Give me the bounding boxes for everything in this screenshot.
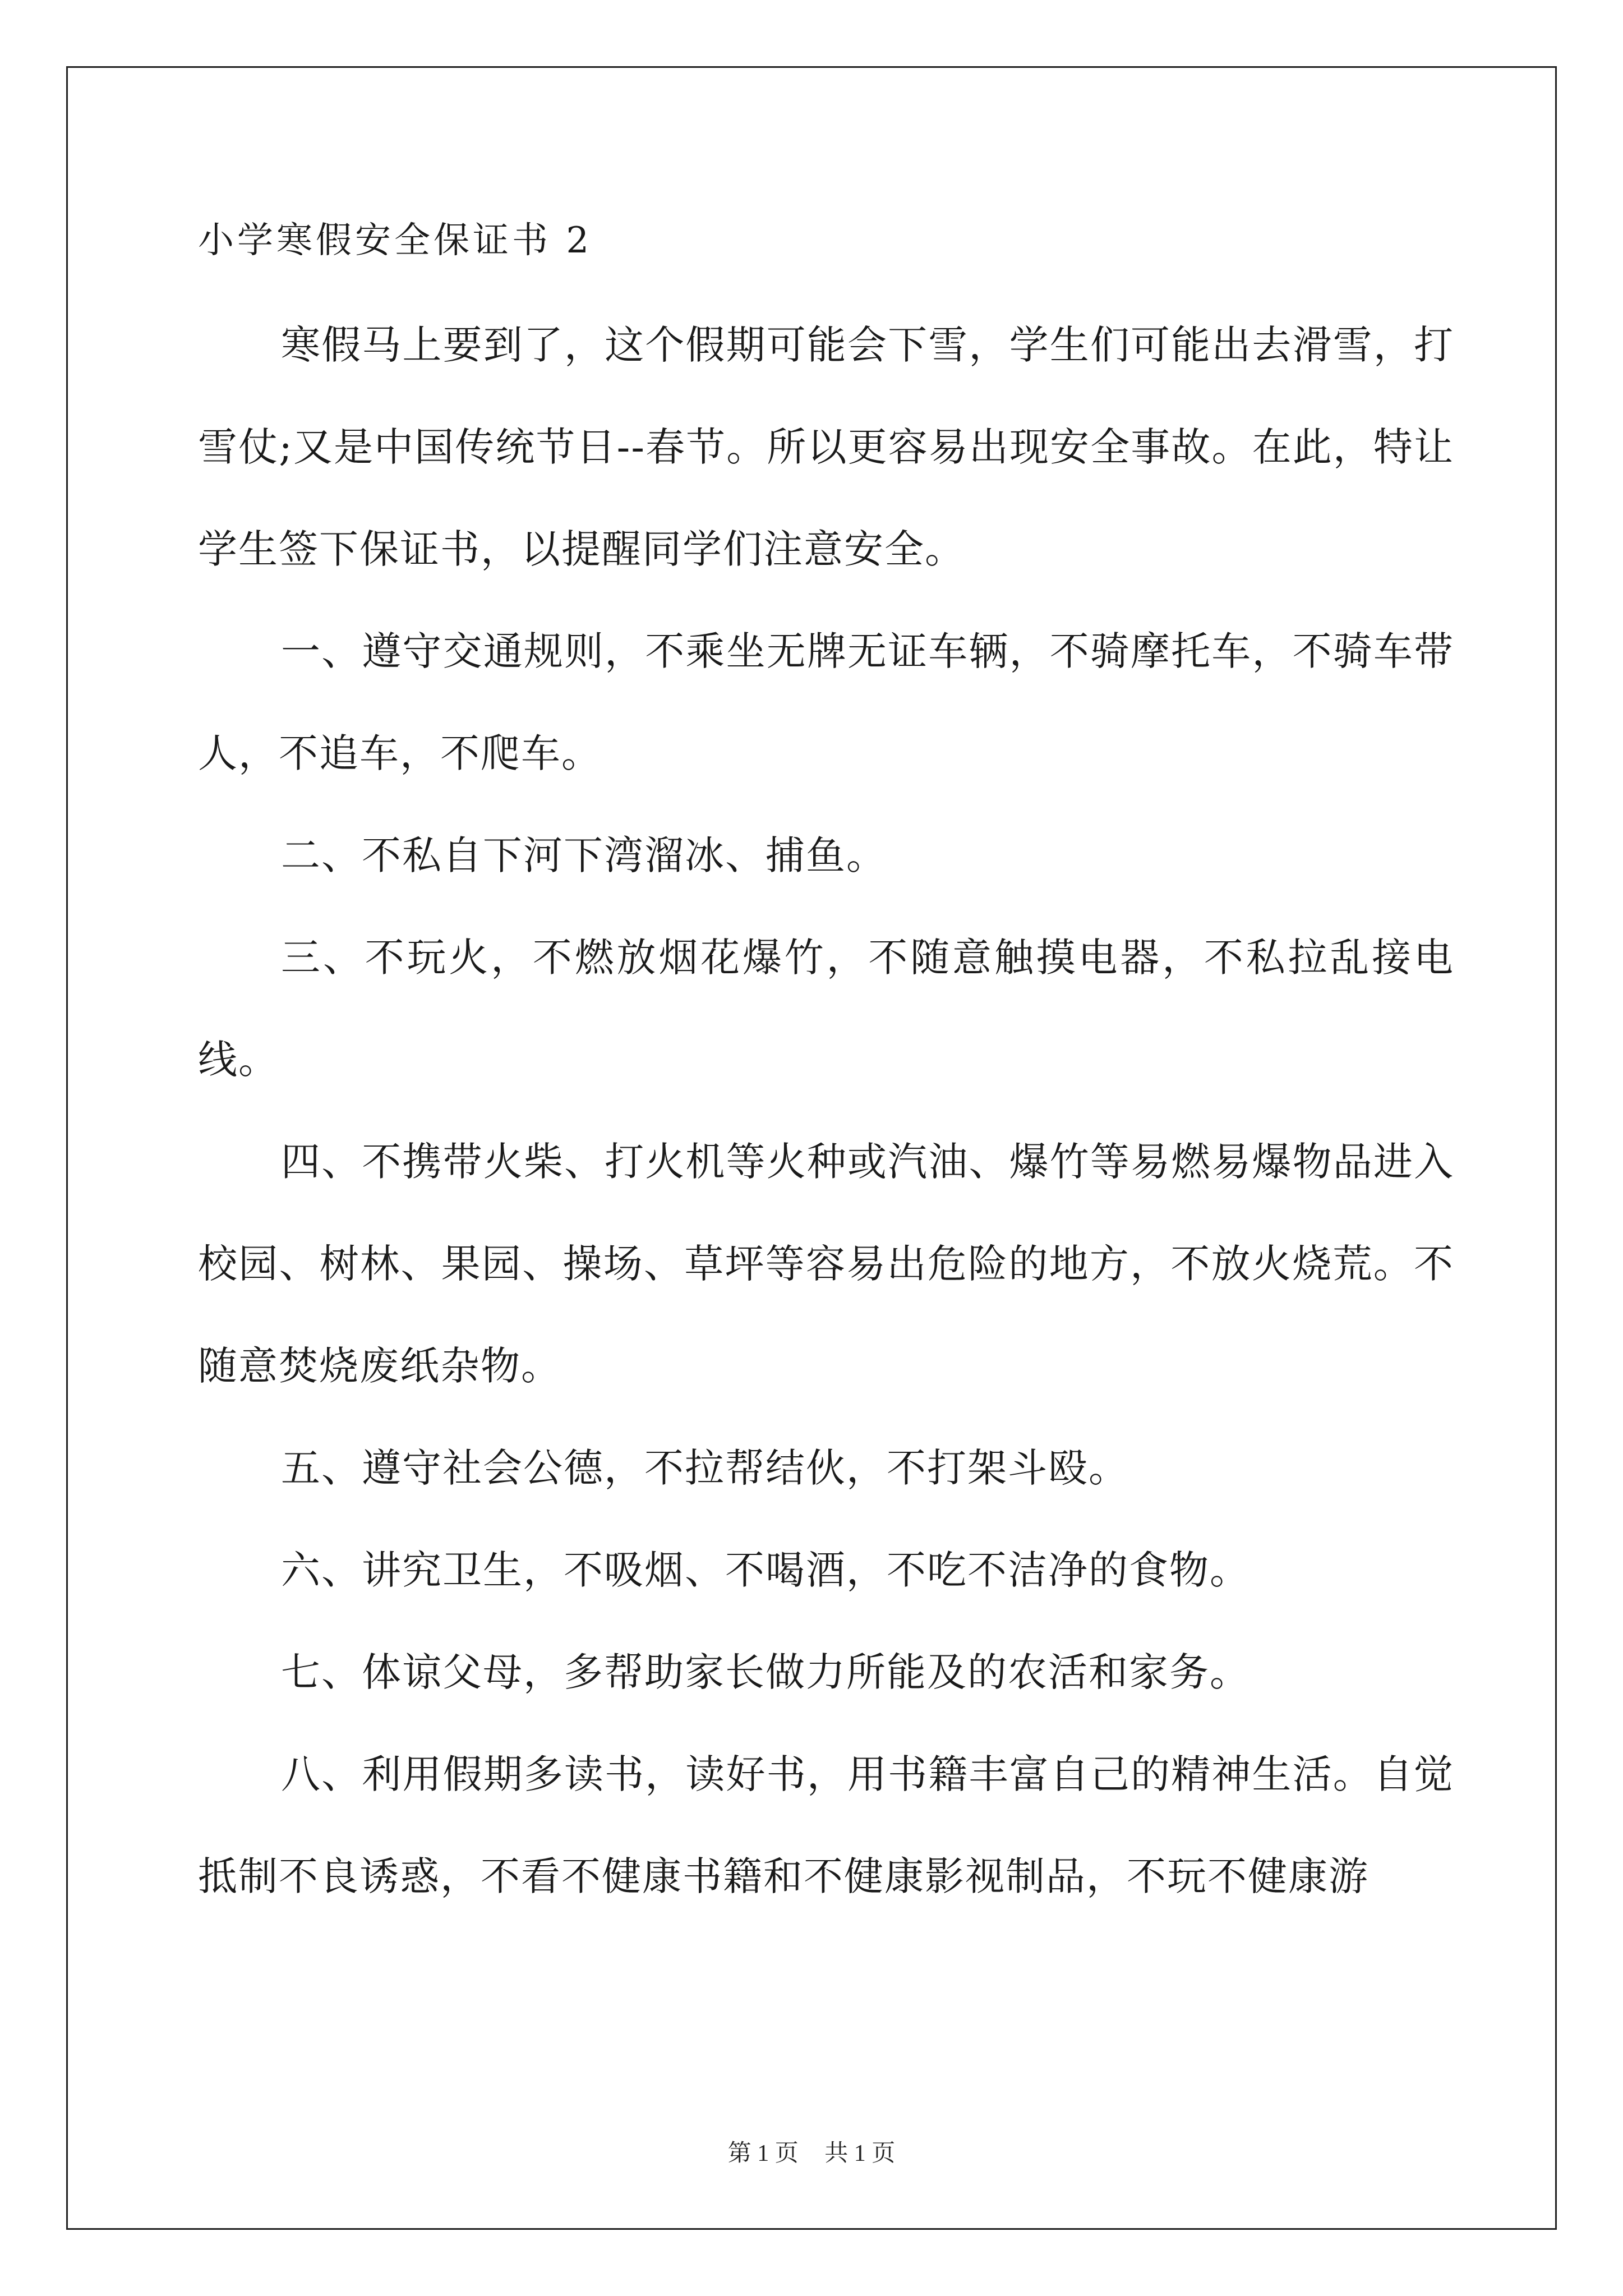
rule-paragraph-7: 七、体谅父母，多帮助家长做力所能及的农活和家务。: [281, 1649, 1250, 1695]
rule-paragraph-2: 二、不私自下河下湾溜冰、捕鱼。: [281, 832, 887, 878]
page-footer: [0, 2134, 1623, 2168]
rule-paragraph-8: 八、利用假期多读书，读好书，用书籍丰富自己的精神生活。自觉抵制不良诱惑，不看不健康书籍和不健康影视制品，不玩不健康游: [198, 1751, 1454, 1899]
rule-paragraph-5: 五、遵守社会公德，不拉帮结伙，不打架斗殴。: [281, 1445, 1129, 1491]
rule-paragraph-3: 三、不玩火，不燃放烟花爆竹，不随意触摸电器，不私拉乱接电线。: [198, 935, 1454, 1083]
document-title: 小学寒假安全保证书 2: [198, 220, 593, 261]
rule-paragraph-4: 四、不携带火柴、打火机等火种或汽油、爆竹等易燃易爆物品进入校园、树林、果园、操场、草坪等容易出危险的地方，不放火烧荒。不随意焚烧废纸杂物。: [198, 1139, 1454, 1389]
intro-paragraph: 寒假马上要到了，这个假期可能会下雪，学生们可能出去滑雪，打雪仗;又是中国传统节日--春节。所以更容易出现安全事故。在此，特让学生签下保证书，以提醒同学们注意安全。: [198, 322, 1454, 572]
page-total: 共 1 页: [824, 2141, 896, 2166]
document-body: [198, 219, 1454, 1927]
rule-paragraph-6: 六、讲究卫生，不吸烟、不喝酒，不吃不洁净的食物。: [281, 1547, 1250, 1593]
page-number: 第 1 页: [727, 2141, 799, 2166]
rule-paragraph-1: 一、遵守交通规则，不乘坐无牌无证车辆，不骑摩托车，不骑车带人，不追车，不爬车。: [198, 628, 1454, 776]
